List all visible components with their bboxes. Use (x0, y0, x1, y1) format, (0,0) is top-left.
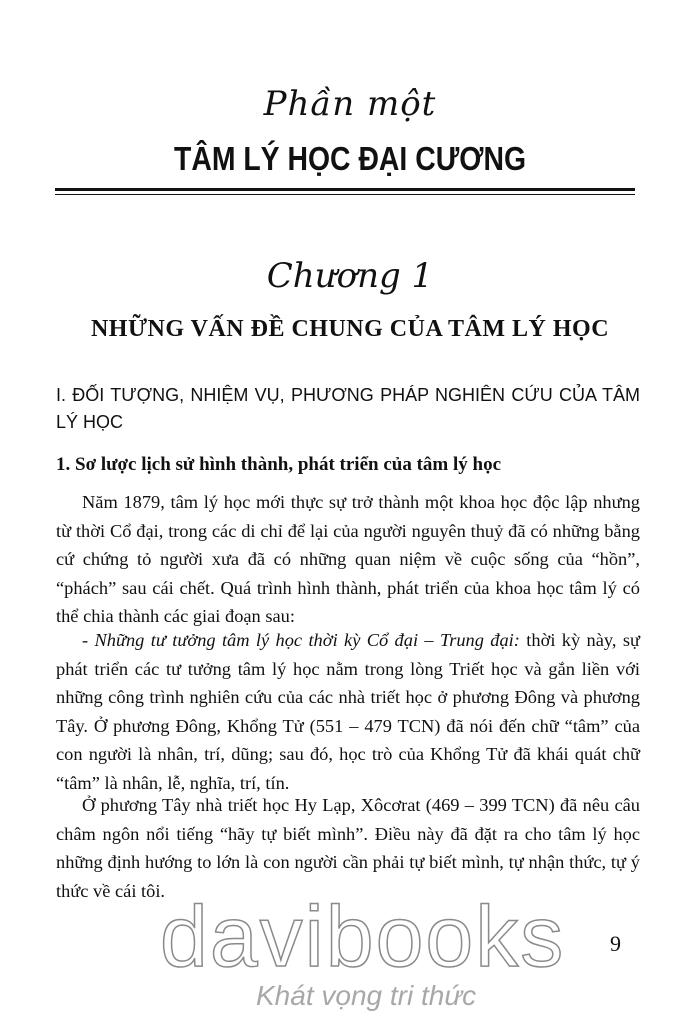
subsection-heading: 1. Sơ lược lịch sử hình thành, phát triển của tâm lý học (56, 454, 502, 475)
paragraph-ancient-thought (56, 626, 640, 797)
chapter-title: NHỮNG VẤN ĐỀ CHUNG CỦA TÂM LÝ HỌC (90, 316, 610, 342)
paragraph-west: Ở phương Tây nhà triết học Hy Lạp, Xôcơrat (469 – 399 TCN) đã nêu câu châm ngôn nổi tiếng “hãy tự biết mình”. Điều này đã đặt ra cho tâm lý học những định hướng to lớn là con người cần phải tự biết mình, tự nhận thức, tự ý thức về cái tôi. (56, 795, 640, 901)
title-divider-thin (55, 194, 635, 195)
paragraph-lead-italic: - Những tư tưởng tâm lý học thời kỳ Cổ đại – Trung đại: (82, 630, 520, 650)
watermark-slogan: Khát vọng tri thức (256, 980, 477, 1011)
part-label: Phần một (263, 84, 437, 124)
watermark-brand: davibooks (160, 889, 566, 985)
part-title: TÂM LÝ HỌC ĐẠI CƯƠNG (173, 140, 527, 177)
section-heading: I. ĐỐI TƯỢNG, NHIỆM VỤ, PHƯƠNG PHÁP NGHIÊN CỨU CỦA TÂM LÝ HỌC (56, 385, 640, 432)
title-divider-thick (55, 188, 635, 191)
paragraph-intro: Năm 1879, tâm lý học mới thực sự trở thành một khoa học độc lập nhưng từ thời Cổ đại, trong các di chỉ để lại của người nguyên thuỷ đã có những bằng cứ chứng tỏ người xưa đã có những quan niệm về cuộc sống của “hồn”, “phách” sau cái chết. Quá trình hình thành, phát triển của khoa học tâm lý có thể chia thành các giai đoạn sau: (56, 492, 640, 626)
chapter-label: Chương 1 (266, 256, 434, 296)
paragraph-body: thời kỳ này, sự phát triển các tư tưởng tâm lý học nằm trong lòng Triết học và gắn liền với những công trình nghiên cứu của các nhà triết học ở phương Đông và phương Tây. Ở phương Đông, Khổng Tử (551 – 479 TCN) đã nói đến chữ “tâm” của con người là nhân, trí, dũng; sau đó, học trò của Khổng Tử đã khái quát chữ “tâm” là nhân, lễ, nghĩa, trí, tín. (56, 630, 640, 793)
page-number: 9 (610, 931, 621, 956)
